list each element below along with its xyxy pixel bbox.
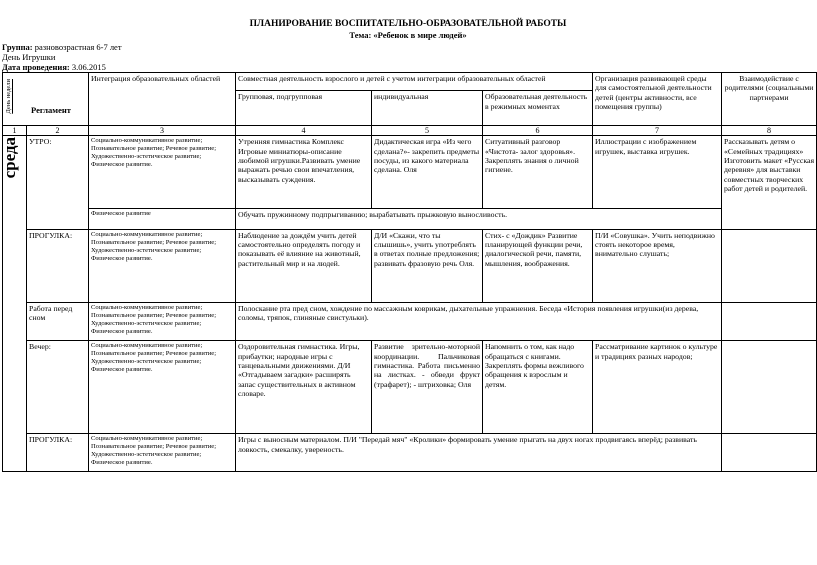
reg-evening: Вечер: [27, 341, 89, 434]
page-subtitle: Тема: «Ребенок в мире людей» [349, 30, 467, 40]
environment-walk: П/И «Совушка». Учить неподвижно стоять некоторое время, внимательно слушать; [593, 229, 722, 302]
areas-evening: Социально-коммуникативное развитие; Познавательное развитие; Речевое развитие; Художественно-эстетическое развитие; Физическое развитие. [89, 341, 236, 434]
group-morning: Утренняя гимнастика Комплекс Игровые миниатюры-описание любимой игрушки.Развивать умение выражать речью свои впечатления, высказывать суждения. [236, 136, 372, 209]
reg-walk: ПРОГУЛКА: [27, 229, 89, 302]
routine-walk: Стих- с «Дождик» Развитие планирующей функции речи, диалогической речи, памяти, мышления, воображения. [483, 229, 593, 302]
routine-morning: Ситуативный разговор «Чистота- залог здоровья». Закреплять знания о личной гигиене. [483, 136, 593, 209]
reg-morning: УТРО: [27, 136, 89, 229]
header-parents: Взаимодействие с родителями (социальными партнерами [722, 73, 817, 126]
parents-evening [722, 341, 817, 434]
col-number: 2 [27, 125, 89, 136]
group-line [2, 42, 122, 52]
header-regulations: Регламент [31, 105, 71, 115]
reg-sleep: Работа перед сном [27, 302, 89, 341]
physical-label: Физическое развитие [89, 209, 236, 229]
physical-text: Обучать пружинному подпрыгиванию; вырабатывать прыжковую выносливость. [236, 209, 722, 229]
col-number: 5 [372, 125, 483, 136]
group-walk: Наблюдение за дождём учить детей самостоятельно определять погоду и показывать её влияние на животный, растительный мир и на людей. [236, 229, 372, 302]
individual-morning: Дидактическая игра «Из чего сделана?»- закрепить предметы посуды, из какого материала сделана. Оля [372, 136, 483, 209]
walk-evening-text: Игры с выносным материалом. П/И "Передай мяч" «Кролики» формировать умение прыгать на двух ногах продвигаясь вперёд; развивать ловкость, смекалку, увереность. [236, 434, 722, 472]
date-value: 3.06.2015 [71, 62, 106, 72]
date-line [2, 62, 106, 72]
header-integration: Интеграция образовательных областей [89, 73, 236, 126]
header-environment: Организация развивающей среды для самостоятельной деятельности детей (центры активности, все помещения группы) [593, 73, 722, 126]
col-number: 4 [236, 125, 372, 136]
header-joint-activity: Совместная деятельность взрослого и детей с учетом интеграции образовательных областей [236, 73, 593, 91]
col-number: 6 [483, 125, 593, 136]
day-line: День Игрушки [2, 52, 56, 62]
parents-morning: Рассказывать детям о «Семейных традициях» Изготовить макет «Русская деревня» для выставки совместных творческих работ детей и родителей. [722, 136, 817, 229]
plan-table [2, 72, 817, 472]
individual-walk: Д/И «Скажи, что ты слышишь», учить употреблять в ответах полные предложения; развивать фразовую речь Оля. [372, 229, 483, 302]
col-number: 7 [593, 125, 722, 136]
parents-sleep [722, 302, 817, 341]
parents-walk [722, 229, 817, 302]
routine-evening: Напомнить о том, как надо обращаться с книгами. Закреплять формы вежливого обращения к взрослым и детям. [483, 341, 593, 434]
parents-walk-evening [722, 434, 817, 472]
date-label: Дата проведения: [2, 62, 70, 72]
group-label: Группа: [2, 42, 33, 52]
col-number: 8 [722, 125, 817, 136]
areas-morning: Социально-коммуникативное развитие; Познавательное развитие; Речевое развитие; Художественно-эстетическое развитие; Физическое развитие. [89, 136, 236, 209]
areas-walk-evening: Социально-коммуникативное развитие; Познавательное развитие; Речевое развитие; Художественно-эстетическое развитие; Физическое развитие. [89, 434, 236, 472]
reg-walk-evening: ПРОГУЛКА: [27, 434, 89, 472]
sleep-text: Полоскание рта пред сном, хождение по массажным коврикам, дыхательные упражнения. Беседа «История появления игрушки(из дерева, соломы, тряпок, глиняные свистульки). [236, 302, 722, 341]
col-number: 1 [3, 125, 27, 136]
header-routine: Образовательная деятельность в режимных моментах [483, 91, 593, 125]
page-title: ПЛАНИРОВАНИЕ ВОСПИТАТЕЛЬНО-ОБРАЗОВАТЕЛЬНОЙ РАБОТЫ [249, 19, 567, 29]
environment-evening: Рассматривание картинок о культуре и традициях разных народов; [593, 341, 722, 434]
group-value: разновозрастная 6-7 лет [34, 42, 122, 52]
areas-sleep: Социально-коммуникативное развитие; Познавательное развитие; Речевое развитие; Художественно-эстетическое развитие; Физическое развитие. [89, 302, 236, 341]
environment-morning: Иллюстрации с изображением игрушек, выставка игрушек. [593, 136, 722, 209]
weekday-cell [0, 136, 27, 472]
weekday-label: среда [0, 137, 19, 179]
individual-evening: Развитие зрительно-моторной координации. Пальчиковая гимнастика. Работа письменно на листках. - обведи фрукт (трафарет); - штриховка; Оля [372, 341, 483, 434]
header-day-of-week: День недели [5, 79, 12, 114]
header-day-regulation [3, 73, 89, 126]
areas-walk: Социально-коммуникативное развитие; Познавательное развитие; Речевое развитие; Художественно-эстетическое развитие; Физическое развитие. [89, 229, 236, 302]
col-number: 3 [89, 125, 236, 136]
group-evening: Оздоровительная гимнастика. Игры, прибаутки; народные игры с танцевальными движениями. Д/И «Отгадываем загадки» расширять запас существительных в активном словаре. [236, 341, 372, 434]
header-individual: индивидуальная [372, 91, 483, 125]
header-group: Групповая, подгрупповая [236, 91, 372, 125]
